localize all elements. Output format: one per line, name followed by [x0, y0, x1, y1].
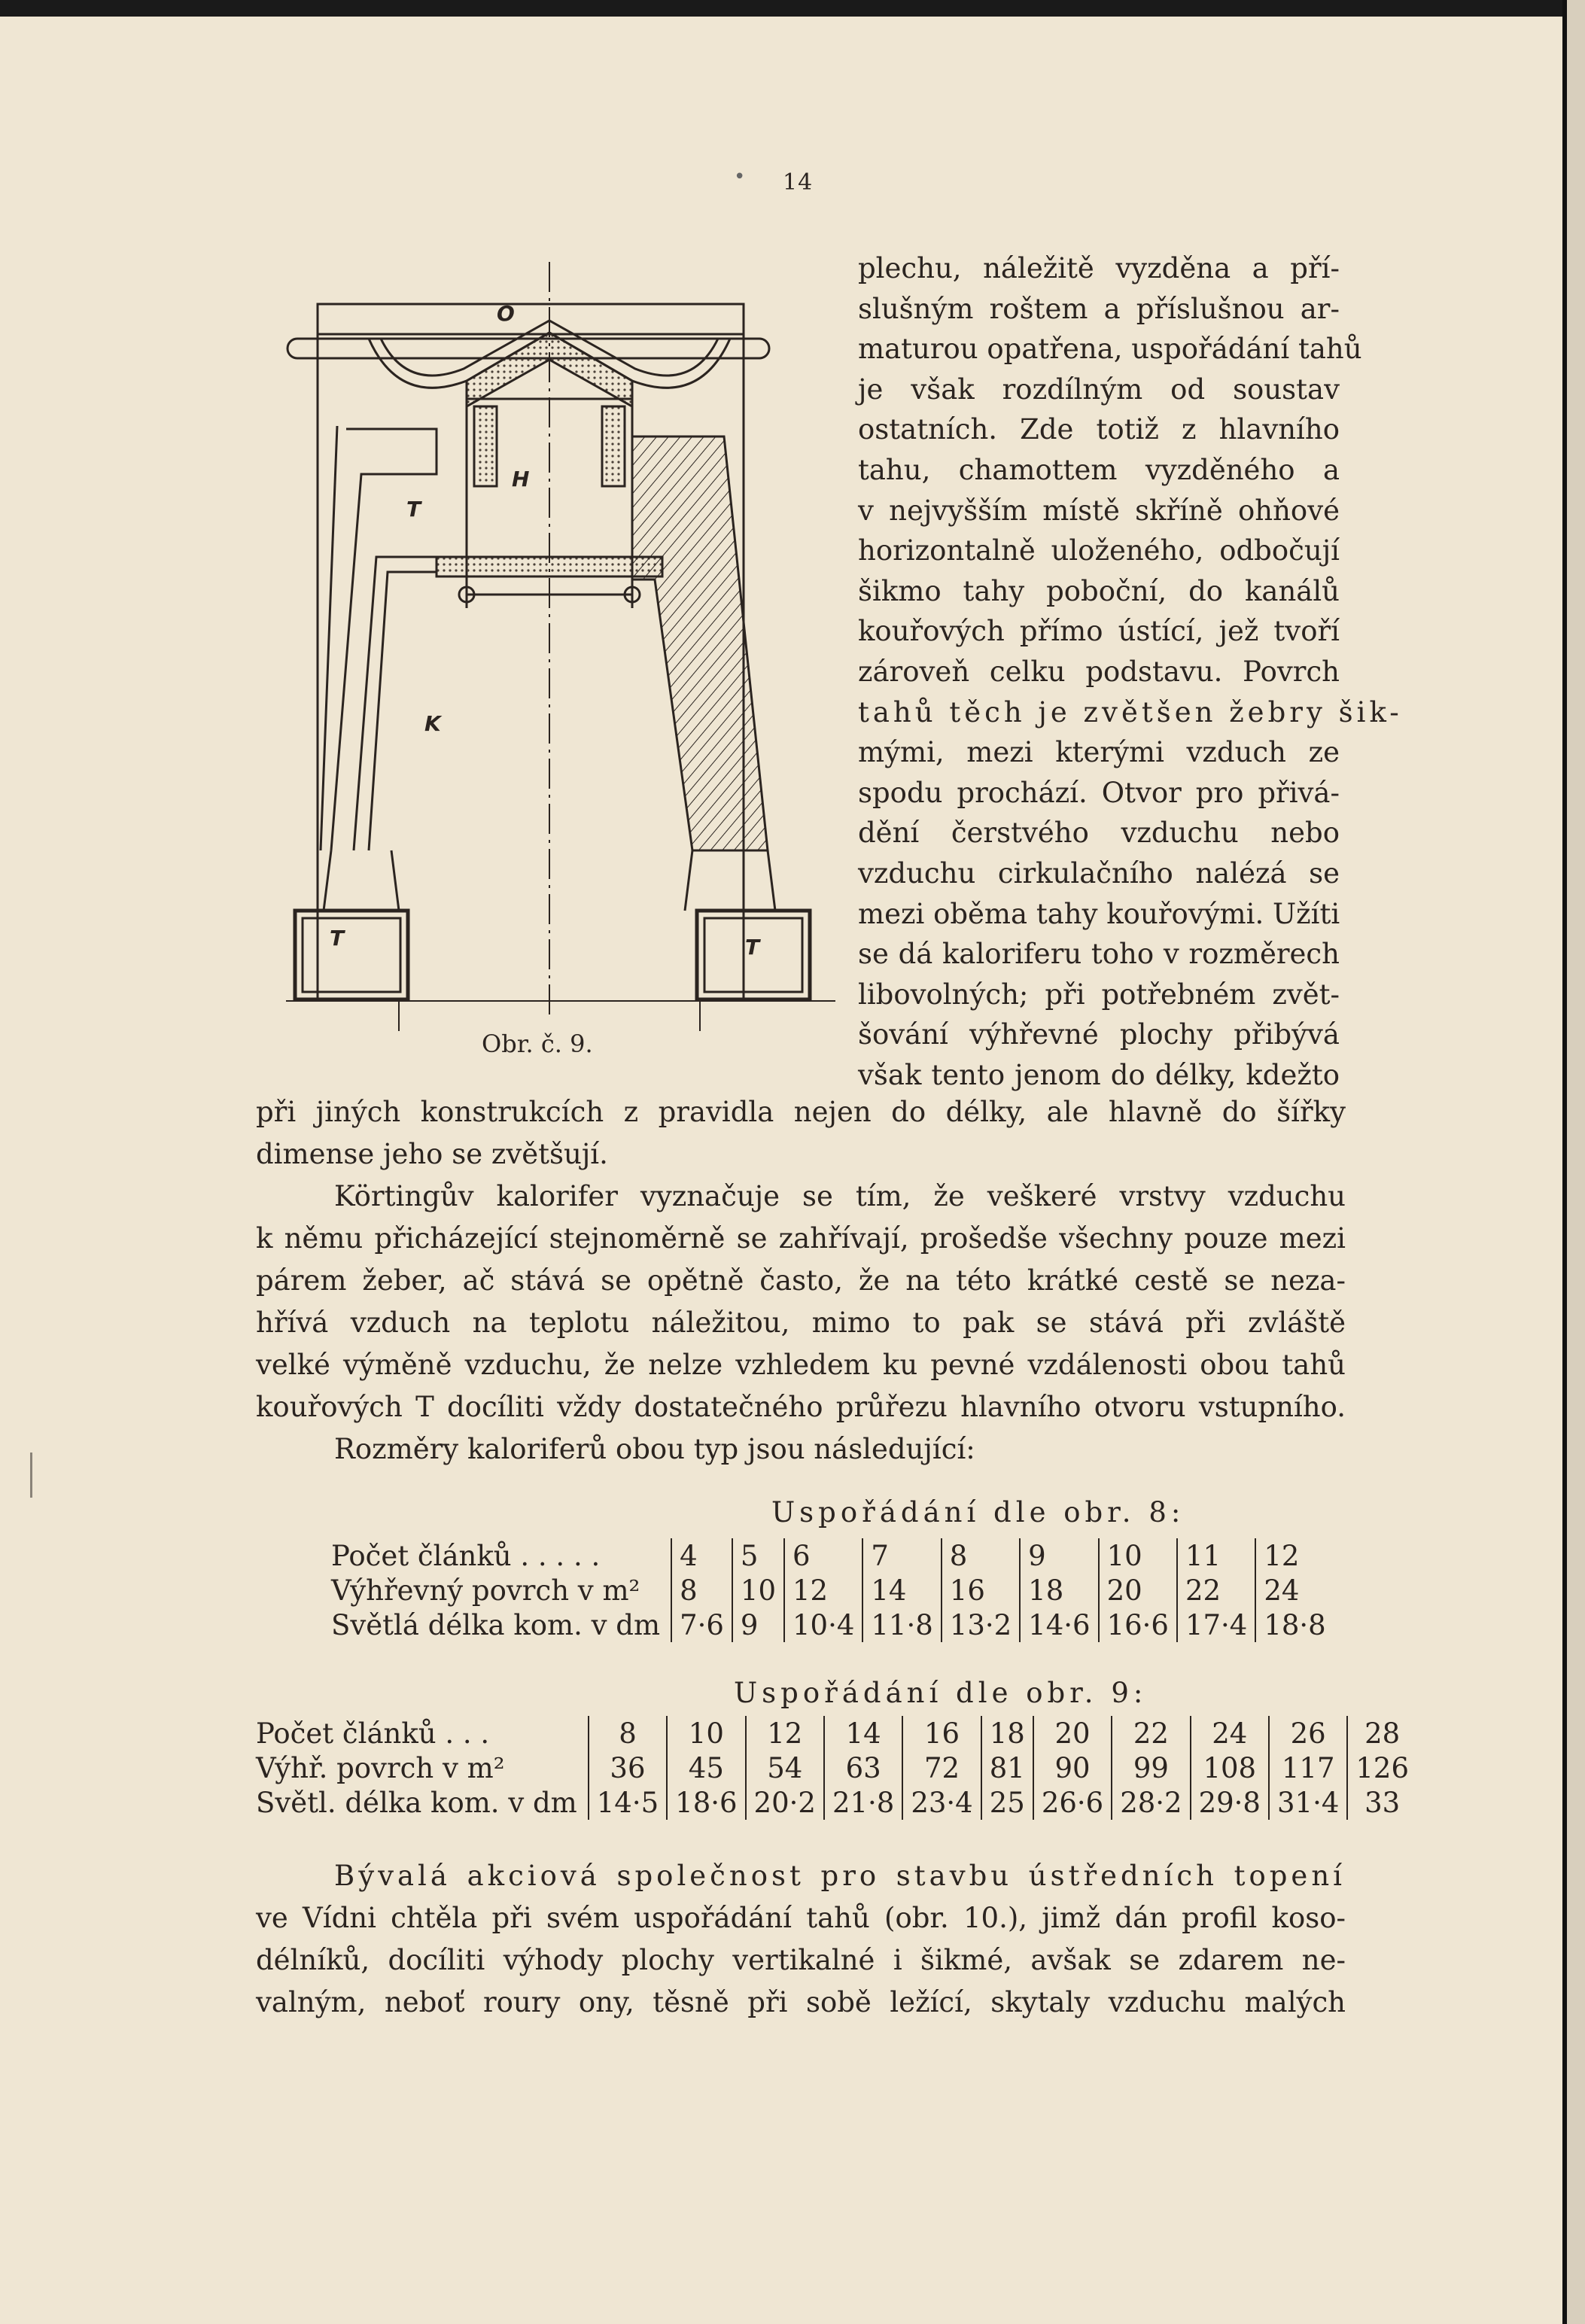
table-cell: 24 [1191, 1716, 1269, 1751]
table-cell: 7 [862, 1538, 941, 1573]
page-edge [1562, 0, 1585, 2324]
page-number: 14 [783, 169, 814, 196]
text-line: Rozměry kaloriferů obou typ jsou následující: [334, 1433, 975, 1465]
table-cell: 18·8 [1255, 1608, 1333, 1642]
table-cell: 21·8 [824, 1785, 902, 1820]
table-cell: 45 [667, 1751, 745, 1785]
table-cell: 12 [746, 1716, 824, 1751]
text-line: ostatních. Zde totiž z hlavního [858, 413, 1340, 446]
table-cell: 28 [1347, 1716, 1416, 1751]
table-row [256, 1716, 1416, 1751]
table-row-label: Výhř. povrch v m² [256, 1751, 505, 1784]
text-line: Körtingův kalorifer vyznačuje se tím, že veškeré vrstvy vzduchu [334, 1180, 1346, 1212]
text-line: párem žeber, ač stává se opětně často, že na této krátké cestě se neza- [256, 1264, 1346, 1297]
table1 [331, 1538, 1334, 1642]
text-line: v nejvyšším místě skříně ohňové [858, 494, 1340, 527]
text-line: kouřových přímo ústící, jež tvoří [858, 615, 1340, 648]
table1-title: Uspořádání dle obr. 8: [771, 1496, 1185, 1529]
text-line: kouřových T docíliti vždy dostatečného průřezu hlavního otvoru vstupního. [256, 1391, 1346, 1423]
table-cell: 14 [862, 1573, 941, 1608]
text-line: šování výhřevné plochy přibývá [858, 1018, 1340, 1051]
table2-title: Uspořádání dle obr. 9: [734, 1677, 1148, 1709]
figure-label-t-left: T [330, 926, 345, 951]
table-cell: 10 [1099, 1538, 1177, 1573]
side-text-column [858, 248, 1403, 1095]
table-cell: 11 [1177, 1538, 1255, 1573]
table-cell: 9 [732, 1608, 784, 1642]
table-cell: 7·6 [671, 1608, 732, 1642]
table-cell: 26 [1269, 1716, 1347, 1751]
text-line: valným, neboť roury ony, těsně při sobě ležící, skytaly vzduchu malých [256, 1986, 1346, 2018]
table-cell: 8 [942, 1538, 1020, 1573]
table2 [256, 1716, 1416, 1820]
table-row-label: Světlá délka kom. v dm [331, 1608, 661, 1641]
table-cell: 10 [667, 1716, 745, 1751]
table-cell: 18 [981, 1716, 1033, 1751]
table-row [256, 1785, 1416, 1820]
header-mark: • [734, 166, 746, 188]
text-line: plechu, náležitě vyzděna a pří- [858, 252, 1340, 284]
table-row-label: Počet článků . . . [256, 1717, 490, 1750]
table-cell: 12 [784, 1573, 862, 1608]
table-cell: 4 [671, 1538, 732, 1573]
table-cell: 99 [1112, 1751, 1190, 1785]
figure-label-t-upper: T [406, 497, 421, 522]
text-line: ve Vídni chtěla při svém uspořádání tahů (obr. 10.), jimž dán profil koso- [256, 1902, 1346, 1934]
table-cell: 8 [589, 1716, 667, 1751]
text-line: velké výměně vzduchu, že nelze vzhledem ku pevné vzdálenosti obou tahů [256, 1349, 1346, 1381]
text-line: slušným roštem a příslušnou ar- [858, 292, 1340, 325]
text-line: šikmo tahy poboční, do kanálů [858, 574, 1340, 607]
table-row [256, 1751, 1416, 1785]
table-cell: 31·4 [1269, 1785, 1347, 1820]
text-line: je však rozdílným od soustav [858, 373, 1340, 406]
figure-label-k: K [424, 711, 441, 736]
text-line: mezi oběma tahy kouřovými. Užíti [858, 897, 1340, 930]
table-cell: 14·5 [589, 1785, 667, 1820]
table-cell: 126 [1347, 1751, 1416, 1785]
text-line: tahů těch je zvětšen žebry šik- [858, 695, 1403, 729]
body-paragraph-3 [256, 1855, 1346, 2024]
table-cell: 22 [1177, 1573, 1255, 1608]
body-paragraph-1 [256, 1091, 1346, 1176]
text-line: dění čerstvého vzduchu nebo [858, 817, 1340, 850]
table-row-label: Výhřevný povrch v m² [331, 1574, 640, 1607]
text-line: maturou opatřena, uspořádání tahů [858, 333, 1362, 366]
table-cell: 90 [1033, 1751, 1112, 1785]
text-line: dimense jeho se zvětšují. [256, 1138, 608, 1170]
figure-label-o: O [497, 301, 515, 326]
table-row-label: Světl. délka kom. v dm [256, 1786, 577, 1819]
table-cell: 26·6 [1033, 1785, 1112, 1820]
table-row [331, 1538, 1334, 1573]
table-cell: 12 [1255, 1538, 1333, 1573]
text-line: však tento jenom do délky, kdežto [858, 1058, 1340, 1091]
table-cell: 28·2 [1112, 1785, 1190, 1820]
table-cell: 10 [732, 1573, 784, 1608]
table-cell: 13·2 [942, 1608, 1020, 1642]
text-line: libovolných; při potřebném zvět- [858, 978, 1340, 1011]
table-cell: 17·4 [1177, 1608, 1255, 1642]
table-cell: 20 [1033, 1716, 1112, 1751]
table-cell: 16 [902, 1716, 981, 1751]
table-row [331, 1608, 1334, 1642]
table-cell: 10·4 [784, 1608, 862, 1642]
text-line: délníků, docíliti výhody plochy vertikalné i šikmé, avšak se zdarem ne- [256, 1944, 1346, 1976]
body-paragraph-2 [256, 1176, 1346, 1471]
text-line: mými, mezi kterými vzduch ze [858, 736, 1340, 769]
table-cell: 81 [981, 1751, 1033, 1785]
table-cell: 20·2 [746, 1785, 824, 1820]
table-row-label: Počet článků . . . . . [331, 1539, 601, 1572]
text-line: při jiných konstrukcích z pravidla nejen do délky, ale hlavně do šířky [256, 1096, 1346, 1128]
table-cell: 8 [671, 1573, 732, 1608]
table-row [331, 1573, 1334, 1608]
table-cell: 23·4 [902, 1785, 981, 1820]
table-cell: 54 [746, 1751, 824, 1785]
table-cell: 117 [1269, 1751, 1347, 1785]
table-cell: 16 [942, 1573, 1020, 1608]
margin-mark [30, 1452, 32, 1498]
text-line: spodu prochází. Otvor pro přivá- [858, 776, 1340, 809]
table-cell: 16·6 [1099, 1608, 1177, 1642]
table-cell: 25 [981, 1785, 1033, 1820]
text-line: zároveň celku podstavu. Povrch [858, 655, 1340, 688]
figure-label-t-right: T [745, 935, 760, 960]
text-line: vzduchu cirkulačního nalézá se [858, 856, 1340, 890]
table-cell: 22 [1112, 1716, 1190, 1751]
table-cell: 9 [1020, 1538, 1098, 1573]
table-cell: 5 [732, 1538, 784, 1573]
text-line: horizontalně uloženého, odbočují [858, 534, 1340, 567]
figure-label-h: H [512, 467, 530, 491]
table-cell: 14 [824, 1716, 902, 1751]
table-cell: 18·6 [667, 1785, 745, 1820]
table-cell: 11·8 [862, 1608, 941, 1642]
text-line: Bývalá akciová společnost pro stavbu ústředních topení [334, 1860, 1346, 1892]
text-line: hřívá vzduch na teplotu náležitou, mimo to pak se stává při zvláště [256, 1306, 1346, 1339]
table-cell: 33 [1347, 1785, 1416, 1820]
text-line: se dá kaloriferu toho v rozměrech [858, 938, 1340, 971]
figure-calorifer-drawing [248, 248, 835, 1046]
table-cell: 72 [902, 1751, 981, 1785]
table-cell: 36 [589, 1751, 667, 1785]
table-cell: 108 [1191, 1751, 1269, 1785]
text-line: tahu, chamottem vyzděného a [858, 453, 1340, 486]
table-cell: 24 [1255, 1573, 1333, 1608]
table-cell: 6 [784, 1538, 862, 1573]
table-cell: 14·6 [1020, 1608, 1098, 1642]
figure-caption: Obr. č. 9. [482, 1030, 593, 1058]
table-cell: 63 [824, 1751, 902, 1785]
table-cell: 20 [1099, 1573, 1177, 1608]
table-cell: 18 [1020, 1573, 1098, 1608]
text-line: k němu přicházející stejnoměrně se zahřívají, prošedše všechny pouze mezi [256, 1222, 1346, 1255]
table-cell: 29·8 [1191, 1785, 1269, 1820]
